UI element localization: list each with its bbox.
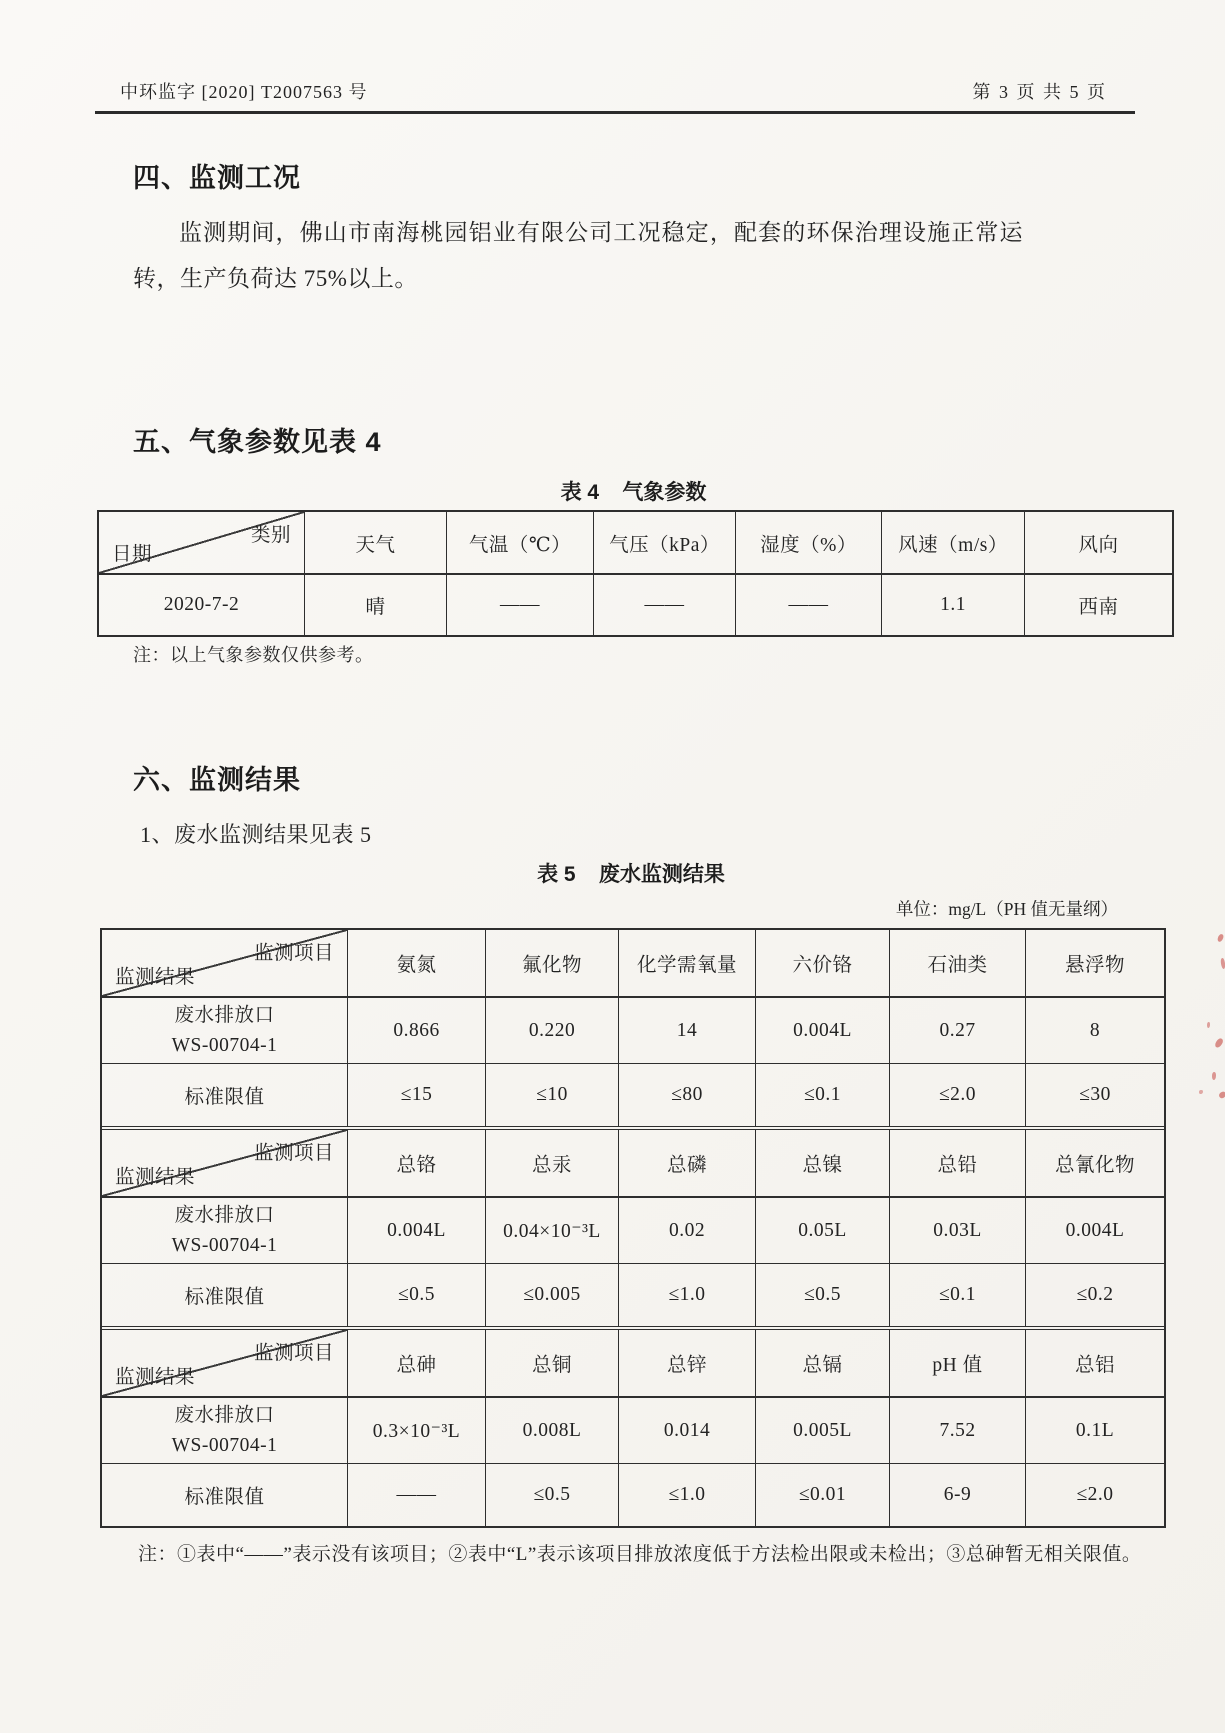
t5-s1-lim-3: ≤80 xyxy=(619,1064,756,1126)
t5-s2-std-label: 标准限值 xyxy=(102,1264,348,1326)
t5-s2-lim-6: ≤0.2 xyxy=(1076,1284,1114,1305)
table4-col-pressure: 气压（kPa） xyxy=(594,512,736,575)
t5-s3-val-3: 0.014 xyxy=(619,1398,756,1464)
corner-label-item: 监测项目 xyxy=(253,943,334,964)
table5-section-3 xyxy=(102,1326,1164,1526)
section6-subheading: 1、废水监测结果见表 5 xyxy=(140,822,372,847)
t5-s2-val-5: 0.03L xyxy=(890,1198,1026,1264)
t5-s1-lim-4: ≤0.1 xyxy=(756,1064,890,1126)
table5-title: 表 5 废水监测结果 xyxy=(537,863,725,886)
table5-section-1 xyxy=(102,930,1164,1126)
t5-s3-std-label: 标准限值 xyxy=(102,1464,348,1526)
t5-s2-lim-4: ≤0.5 xyxy=(756,1264,890,1326)
t5-s2-val-3: 0.02 xyxy=(619,1198,756,1264)
table5-unit: 单位：mg/L（PH 值无量纲） xyxy=(895,899,1118,919)
table4-col-windspeed: 风速（m/s） xyxy=(882,512,1025,575)
t5-s2-col-1: 总铬 xyxy=(348,1130,486,1198)
t5-s2-val-6: 0.004L xyxy=(1026,1198,1164,1264)
t5-s1-col-3: 化学需氧量 xyxy=(619,930,756,998)
t5-s3-col-1: 总砷 xyxy=(348,1330,486,1398)
t5-s1-col-1: 氨氮 xyxy=(348,930,486,998)
table5-s2-corner-cell xyxy=(102,1130,348,1198)
corner-label-result: 监测结果 xyxy=(115,1367,196,1388)
t5-s1-col-5: 石油类 xyxy=(890,930,1026,998)
red-ink-speck xyxy=(1220,958,1225,970)
t5-s2-val-1: 0.004L xyxy=(348,1198,486,1264)
section6-heading: 六、监测结果 xyxy=(133,765,301,795)
table4-corner-cell xyxy=(99,512,305,575)
table4-col-winddir: 风向 xyxy=(1025,512,1172,575)
t5-s2-outfall-label xyxy=(102,1198,348,1264)
t5-s3-lim-4: ≤0.01 xyxy=(756,1464,890,1526)
t5-s2-col-4: 总镍 xyxy=(756,1130,890,1198)
t5-s1-col-4: 六价铬 xyxy=(756,930,890,998)
outfall-code: WS-00704-1 xyxy=(171,1434,278,1456)
table4-date: 2020-7-2 xyxy=(99,575,305,635)
outfall-code: WS-00704-1 xyxy=(171,1234,278,1256)
t5-s3-lim-1: —— xyxy=(348,1464,486,1526)
table4-col-temperature: 气温（℃） xyxy=(447,512,594,575)
section5-heading: 五、气象参数见表 4 xyxy=(133,427,382,457)
t5-s1-lim-5: ≤2.0 xyxy=(890,1064,1026,1126)
header-divider xyxy=(95,111,1135,114)
table4-humidity-value: —— xyxy=(736,575,882,635)
t5-s3-val-1: 0.3×10⁻³L xyxy=(348,1398,486,1464)
t5-s1-outfall-label xyxy=(102,998,348,1064)
t5-s1-col-6: 悬浮物 xyxy=(1026,930,1164,998)
t5-s3-col-3: 总锌 xyxy=(619,1330,756,1398)
red-ink-speck xyxy=(1217,933,1224,942)
corner-label-date: 日期 xyxy=(112,544,153,565)
t5-s2-val-4: 0.05L xyxy=(756,1198,890,1264)
t5-s3-col-2: 总铜 xyxy=(486,1330,619,1398)
table5-s3-corner-cell xyxy=(102,1330,348,1398)
red-ink-speck xyxy=(1214,1037,1224,1049)
t5-s3-val-2: 0.008L xyxy=(486,1398,619,1464)
corner-label-item: 监测项目 xyxy=(253,1143,334,1164)
outfall-name: 废水排放口 xyxy=(174,1204,275,1226)
t5-s2-col-5: 总铅 xyxy=(890,1130,1026,1198)
section4-paragraph: 监测期间，佛山市南海桃园铝业有限公司工况稳定，配套的环保治理设施正常运转，生产负荷达 75%以上。 xyxy=(133,220,1023,291)
t5-s3-lim-5: 6-9 xyxy=(890,1464,1026,1526)
table5-note: 注：①表中“——”表示没有该项目；②表中“L”表示该项目排放浓度低于方法检出限或未检出；③总砷暂无相关限值。 xyxy=(138,1544,1142,1565)
red-ink-speck xyxy=(1207,1022,1210,1028)
t5-s3-lim-6: ≤2.0 xyxy=(1076,1484,1114,1505)
table5-section-2 xyxy=(102,1126,1164,1326)
table4-temperature-value: —— xyxy=(447,575,594,635)
table4-windspeed-value: 1.1 xyxy=(882,575,1025,635)
table4-weather-value: 晴 xyxy=(305,575,447,635)
t5-s1-val-5: 0.27 xyxy=(890,998,1026,1064)
t5-s2-lim-2: ≤0.005 xyxy=(486,1264,619,1326)
t5-s1-col-2: 氟化物 xyxy=(486,930,619,998)
t5-s2-col-6: 总氰化物 xyxy=(1026,1130,1164,1198)
outfall-code: WS-00704-1 xyxy=(171,1034,278,1056)
corner-label-result: 监测结果 xyxy=(115,967,196,988)
t5-s3-col-4: 总镉 xyxy=(756,1330,890,1398)
table4-title: 表 4 气象参数 xyxy=(560,481,707,504)
corner-label-result: 监测结果 xyxy=(115,1167,196,1188)
t5-s2-lim-5: ≤0.1 xyxy=(890,1264,1026,1326)
t5-s2-lim-1: ≤0.5 xyxy=(348,1264,486,1326)
t5-s2-lim-3: ≤1.0 xyxy=(619,1264,756,1326)
t5-s1-val-4: 0.004L xyxy=(756,998,890,1064)
t5-s1-val-1: 0.866 xyxy=(348,998,486,1064)
t5-s1-lim-6: ≤30 xyxy=(1079,1084,1111,1105)
table4-winddir-value: 西南 xyxy=(1078,597,1119,618)
t5-s1-std-label: 标准限值 xyxy=(102,1064,348,1126)
wastewater-table xyxy=(100,928,1166,1528)
weather-table-grid xyxy=(99,512,1172,635)
t5-s3-val-4: 0.005L xyxy=(756,1398,890,1464)
t5-s1-val-6: 8 xyxy=(1026,998,1164,1064)
table4-pressure-value: —— xyxy=(594,575,736,635)
section4-heading: 四、监测工况 xyxy=(133,163,301,193)
corner-label-category: 类别 xyxy=(250,525,291,546)
table4-col-humidity: 湿度（%） xyxy=(736,512,882,575)
t5-s3-col-6: 总铝 xyxy=(1026,1330,1164,1398)
t5-s1-lim-2: ≤10 xyxy=(486,1064,619,1126)
corner-label-item: 监测项目 xyxy=(253,1343,334,1364)
t5-s2-val-2: 0.04×10⁻³L xyxy=(486,1198,619,1264)
outfall-name: 废水排放口 xyxy=(174,1404,275,1426)
red-ink-speck xyxy=(1218,1091,1225,1099)
t5-s3-outfall-label xyxy=(102,1398,348,1464)
t5-s2-col-3: 总磷 xyxy=(619,1130,756,1198)
t5-s3-lim-2: ≤0.5 xyxy=(486,1464,619,1526)
red-ink-speck xyxy=(1212,1072,1216,1080)
t5-s3-val-6: 0.1L xyxy=(1026,1398,1164,1464)
t5-s2-col-2: 总汞 xyxy=(486,1130,619,1198)
t5-s1-val-3: 14 xyxy=(619,998,756,1064)
weather-table xyxy=(97,510,1174,637)
t5-s3-col-5: pH 值 xyxy=(890,1330,1026,1398)
t5-s3-val-5: 7.52 xyxy=(890,1398,1026,1464)
t5-s1-lim-1: ≤15 xyxy=(348,1064,486,1126)
table4-note: 注：以上气象参数仅供参考。 xyxy=(133,645,374,665)
red-ink-speck xyxy=(1199,1090,1203,1094)
t5-s1-val-2: 0.220 xyxy=(486,998,619,1064)
table4-col-weather: 天气 xyxy=(305,512,447,575)
page-indicator: 第 3 页 共 5 页 xyxy=(972,82,1107,102)
outfall-name: 废水排放口 xyxy=(174,1004,275,1026)
t5-s3-lim-3: ≤1.0 xyxy=(619,1464,756,1526)
table5-s1-corner-cell xyxy=(102,930,348,998)
document-number: 中环监字 [2020] T2007563 号 xyxy=(120,82,368,102)
